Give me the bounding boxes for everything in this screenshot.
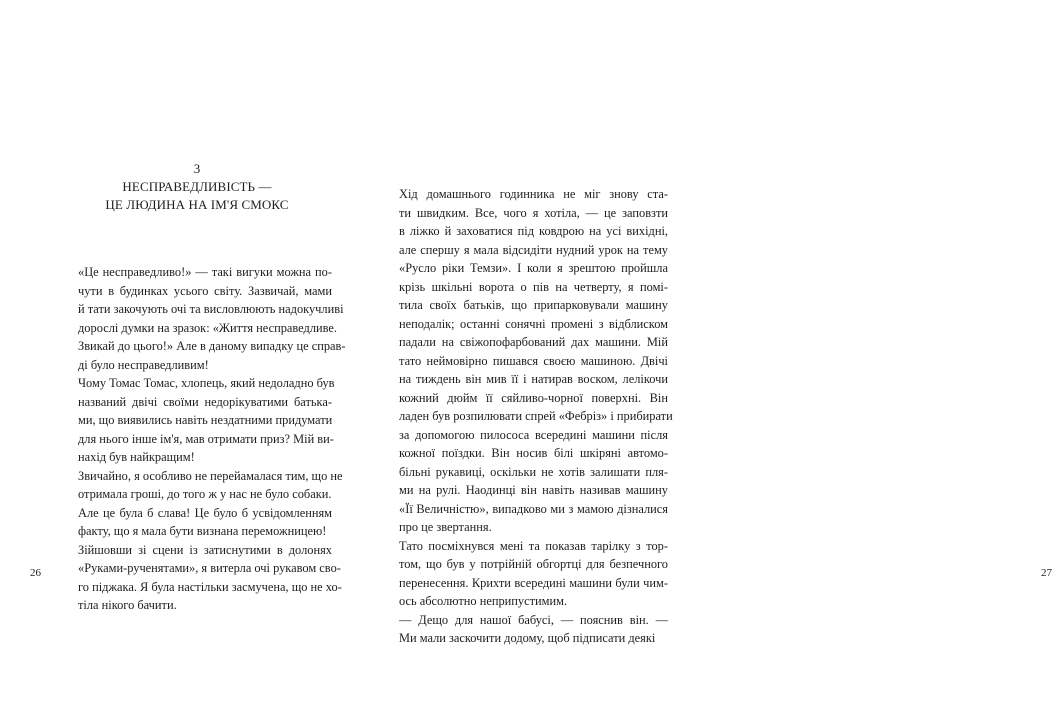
text-line: тила своїх батьків, що припарковували машину — [399, 298, 668, 312]
text-line: «Це несправедливо!» — такі вигуки можна по- — [78, 265, 332, 279]
text-line: в ліжко й заховатися під ковдрою на усі вихідні, — [399, 224, 668, 238]
left-page-text — [62, 263, 346, 615]
text-line: чути в будинках усього світу. Зазвичай, мами — [78, 283, 332, 298]
paragraph — [62, 467, 343, 504]
text-line: тіла нікого бачити. — [78, 598, 177, 612]
text-line: нахід був найкращим! — [78, 450, 195, 464]
paragraph — [62, 263, 346, 374]
text-line: й тати закочують очі та висловлюють надокучливі — [78, 302, 344, 316]
text-line: ми, що виявились навіть нездатними придумати — [78, 413, 333, 427]
text-line: Але це була б слава! Це було б усвідомленням — [78, 505, 332, 520]
text-line: кожний дюйм її сяйливо-чорної поверхні. Він — [399, 390, 668, 405]
text-line: для нього інше ім'я, мав отримати приз? Мій ви- — [78, 431, 334, 446]
text-line: Тато посміхнувся мені та показав тарілку з тор- — [399, 538, 668, 553]
text-line: більні рукавиці, оскільки не хотів залишати пля- — [399, 464, 668, 479]
text-line: Ми мали заскочити додому, щоб підписати деякі — [399, 631, 656, 645]
paragraph — [383, 611, 668, 648]
text-line: ді було несправедливим! — [78, 357, 209, 372]
text-line: Чому Томас Томас, хлопець, який недоладно був — [78, 376, 335, 390]
text-line: том, що був у потрійній обгортці для безпечного — [399, 557, 668, 571]
text-line: го піджака. Я була настільки засмучена, що не хо- — [78, 579, 342, 594]
text-line: — Дещо для нашої бабусі, — пояснив він. — — [399, 612, 668, 627]
paragraph — [62, 541, 342, 615]
right-page-text — [383, 185, 673, 648]
chapter-title-line-1: НЕСПРАВЕДЛИВІСТЬ — — [122, 179, 272, 194]
paragraph — [383, 185, 673, 537]
text-line: дорослі думки на зразок: «Життя несправедливе. — [78, 320, 338, 335]
text-line: за допомогою пилососа всередині машини після — [399, 427, 668, 442]
text-line: на тиждень він мив її і натирав воском, лелікочи — [399, 372, 668, 386]
paragraph — [383, 537, 668, 611]
text-line: Звикай до цього!» Але в даному випадку це справ- — [78, 339, 346, 353]
paragraph — [62, 374, 335, 467]
text-line: крізь шкільні ворота о пів на четверту, я помі- — [399, 279, 668, 294]
text-line: Зійшовши зі сцени із затиснутими в долонях — [78, 542, 332, 557]
left-page — [0, 0, 360, 720]
paragraph — [62, 504, 332, 541]
text-line: кожної поїздки. Він носив білі шкіряні автомо- — [399, 446, 668, 460]
page-number-right: 27 — [1041, 567, 1052, 579]
text-line: ти швидким. Все, чого я хотіла, — це заповзти — [399, 205, 668, 220]
text-line: ладен був розпилювати спрей «Фебріз» і прибирати — [399, 409, 673, 423]
chapter-number: 3 — [193, 161, 201, 176]
text-line: неподалік; останні сонячні промені з відблиском — [399, 316, 668, 331]
text-line: Хід домашнього годинника не міг знову ста- — [399, 187, 668, 201]
text-line: факту, що я мала бути визнана переможницею! — [78, 524, 327, 538]
text-line: ми на рулі. Наодинці він навіть називав машину — [399, 483, 668, 497]
page-number-left: 26 — [30, 567, 41, 579]
text-line: падали на свіжопофарбований дах машини. Мій — [399, 335, 668, 349]
text-line: ось абсолютно неприпустимим. — [399, 594, 568, 608]
chapter-heading — [62, 160, 332, 214]
text-line: але спершу я мала відсидіти нудний урок на тему — [399, 242, 668, 257]
text-line: Звичайно, я особливо не перейамалася тим, що не — [78, 468, 343, 483]
text-line: «Русло ріки Темзи». І коли я зрештою пройшла — [399, 261, 668, 275]
chapter-title-line-2: ЦЕ ЛЮДИНА НА ІМ'Я СМОКС — [105, 197, 289, 212]
text-line: «Її Величністю», випадково ми з мамою дізналися — [399, 501, 668, 516]
text-line: названий двічі своїми недорікуватими батька- — [78, 394, 332, 409]
text-line: отримала гроші, до того ж у нас не було собаки. — [78, 487, 332, 501]
text-line: про це звертання. — [399, 520, 492, 534]
text-line: тато неймовірно пишався своєю машиною. Двічі — [399, 353, 668, 368]
text-line: «Руками-рученятами», я витерла очі рукавом сво- — [78, 561, 341, 575]
text-line: перенесення. Крихти всередині машини були чим- — [399, 575, 668, 590]
